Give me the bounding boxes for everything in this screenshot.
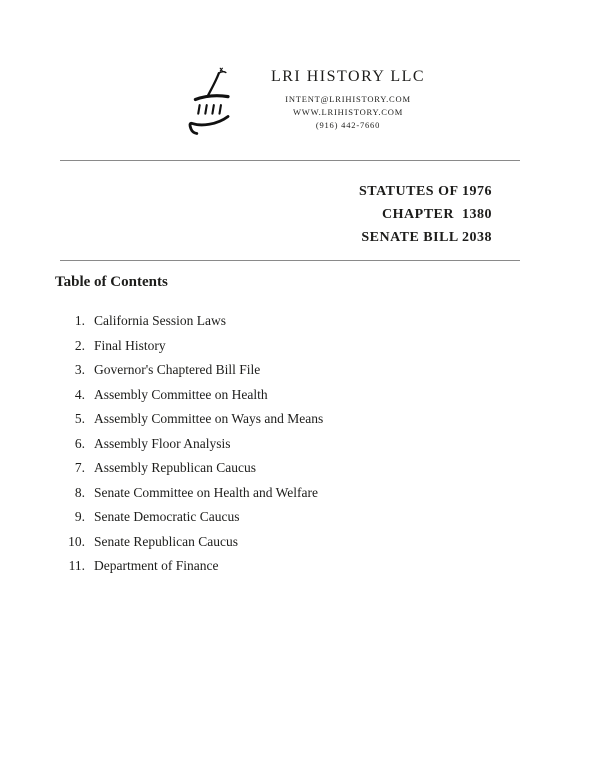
toc-item xyxy=(55,530,540,555)
toc-item xyxy=(55,481,540,506)
toc-item-number: 4. xyxy=(74,386,85,402)
toc-list xyxy=(55,309,540,579)
horizontal-rule-bottom xyxy=(60,260,520,261)
toc-item xyxy=(55,309,540,334)
toc-item-number: 10. xyxy=(68,533,85,549)
toc-item-number: 8. xyxy=(74,484,85,500)
statutes-line-3: SENATE BILL 2038 xyxy=(361,230,492,245)
company-email: INTENT@LRIHISTORY.COM xyxy=(285,94,411,104)
toc-item xyxy=(55,383,540,408)
toc-item xyxy=(55,334,540,359)
toc-item-number: 11. xyxy=(68,558,85,573)
letterhead xyxy=(0,0,600,142)
toc-title: Table of Contents xyxy=(55,274,168,290)
toc-item xyxy=(55,358,540,383)
toc-item-label: California Session Laws xyxy=(94,313,226,328)
toc-item-number: 6. xyxy=(74,435,85,451)
statutes-line-1: STATUTES OF 1976 xyxy=(359,184,492,199)
horizontal-rule-top xyxy=(60,160,520,161)
statutes-line-2: CHAPTER 1380 xyxy=(382,207,492,222)
toc-item-label: Assembly Committee on Health xyxy=(94,386,268,402)
company-phone: (916) 442-7660 xyxy=(315,120,381,130)
toc-item-label: Assembly Committee on Ways and Means xyxy=(94,411,324,426)
company-logo-icon xyxy=(175,64,247,142)
toc-item-label: Assembly Floor Analysis xyxy=(94,435,231,451)
toc-item-label: Senate Committee on Health and Welfare xyxy=(94,484,318,500)
toc-item xyxy=(55,432,540,457)
toc-item-number: 2. xyxy=(74,337,85,353)
toc-item-label: Department of Finance xyxy=(94,558,219,573)
toc-item-number: 9. xyxy=(74,509,85,524)
toc-item-label: Senate Democratic Caucus xyxy=(94,509,240,524)
toc-item-label: Final History xyxy=(94,337,166,353)
toc-item xyxy=(55,554,540,579)
company-website: WWW.LRIHISTORY.COM xyxy=(292,107,404,117)
statutes-block xyxy=(359,180,492,249)
toc-item-label: Assembly Republican Caucus xyxy=(94,460,256,475)
table-of-contents xyxy=(55,274,540,579)
toc-item xyxy=(55,505,540,530)
company-name: LRI HISTORY LLC xyxy=(270,68,426,85)
toc-item-label: Governor's Chaptered Bill File xyxy=(94,362,261,377)
toc-item-number: 5. xyxy=(74,411,85,426)
toc-item-label: Senate Republican Caucus xyxy=(94,533,238,549)
toc-item-number: 7. xyxy=(74,460,85,475)
toc-item xyxy=(55,407,540,432)
letterhead-text xyxy=(271,62,425,132)
toc-item-number: 1. xyxy=(74,313,85,328)
toc-item xyxy=(55,456,540,481)
toc-item-number: 3. xyxy=(74,362,85,377)
